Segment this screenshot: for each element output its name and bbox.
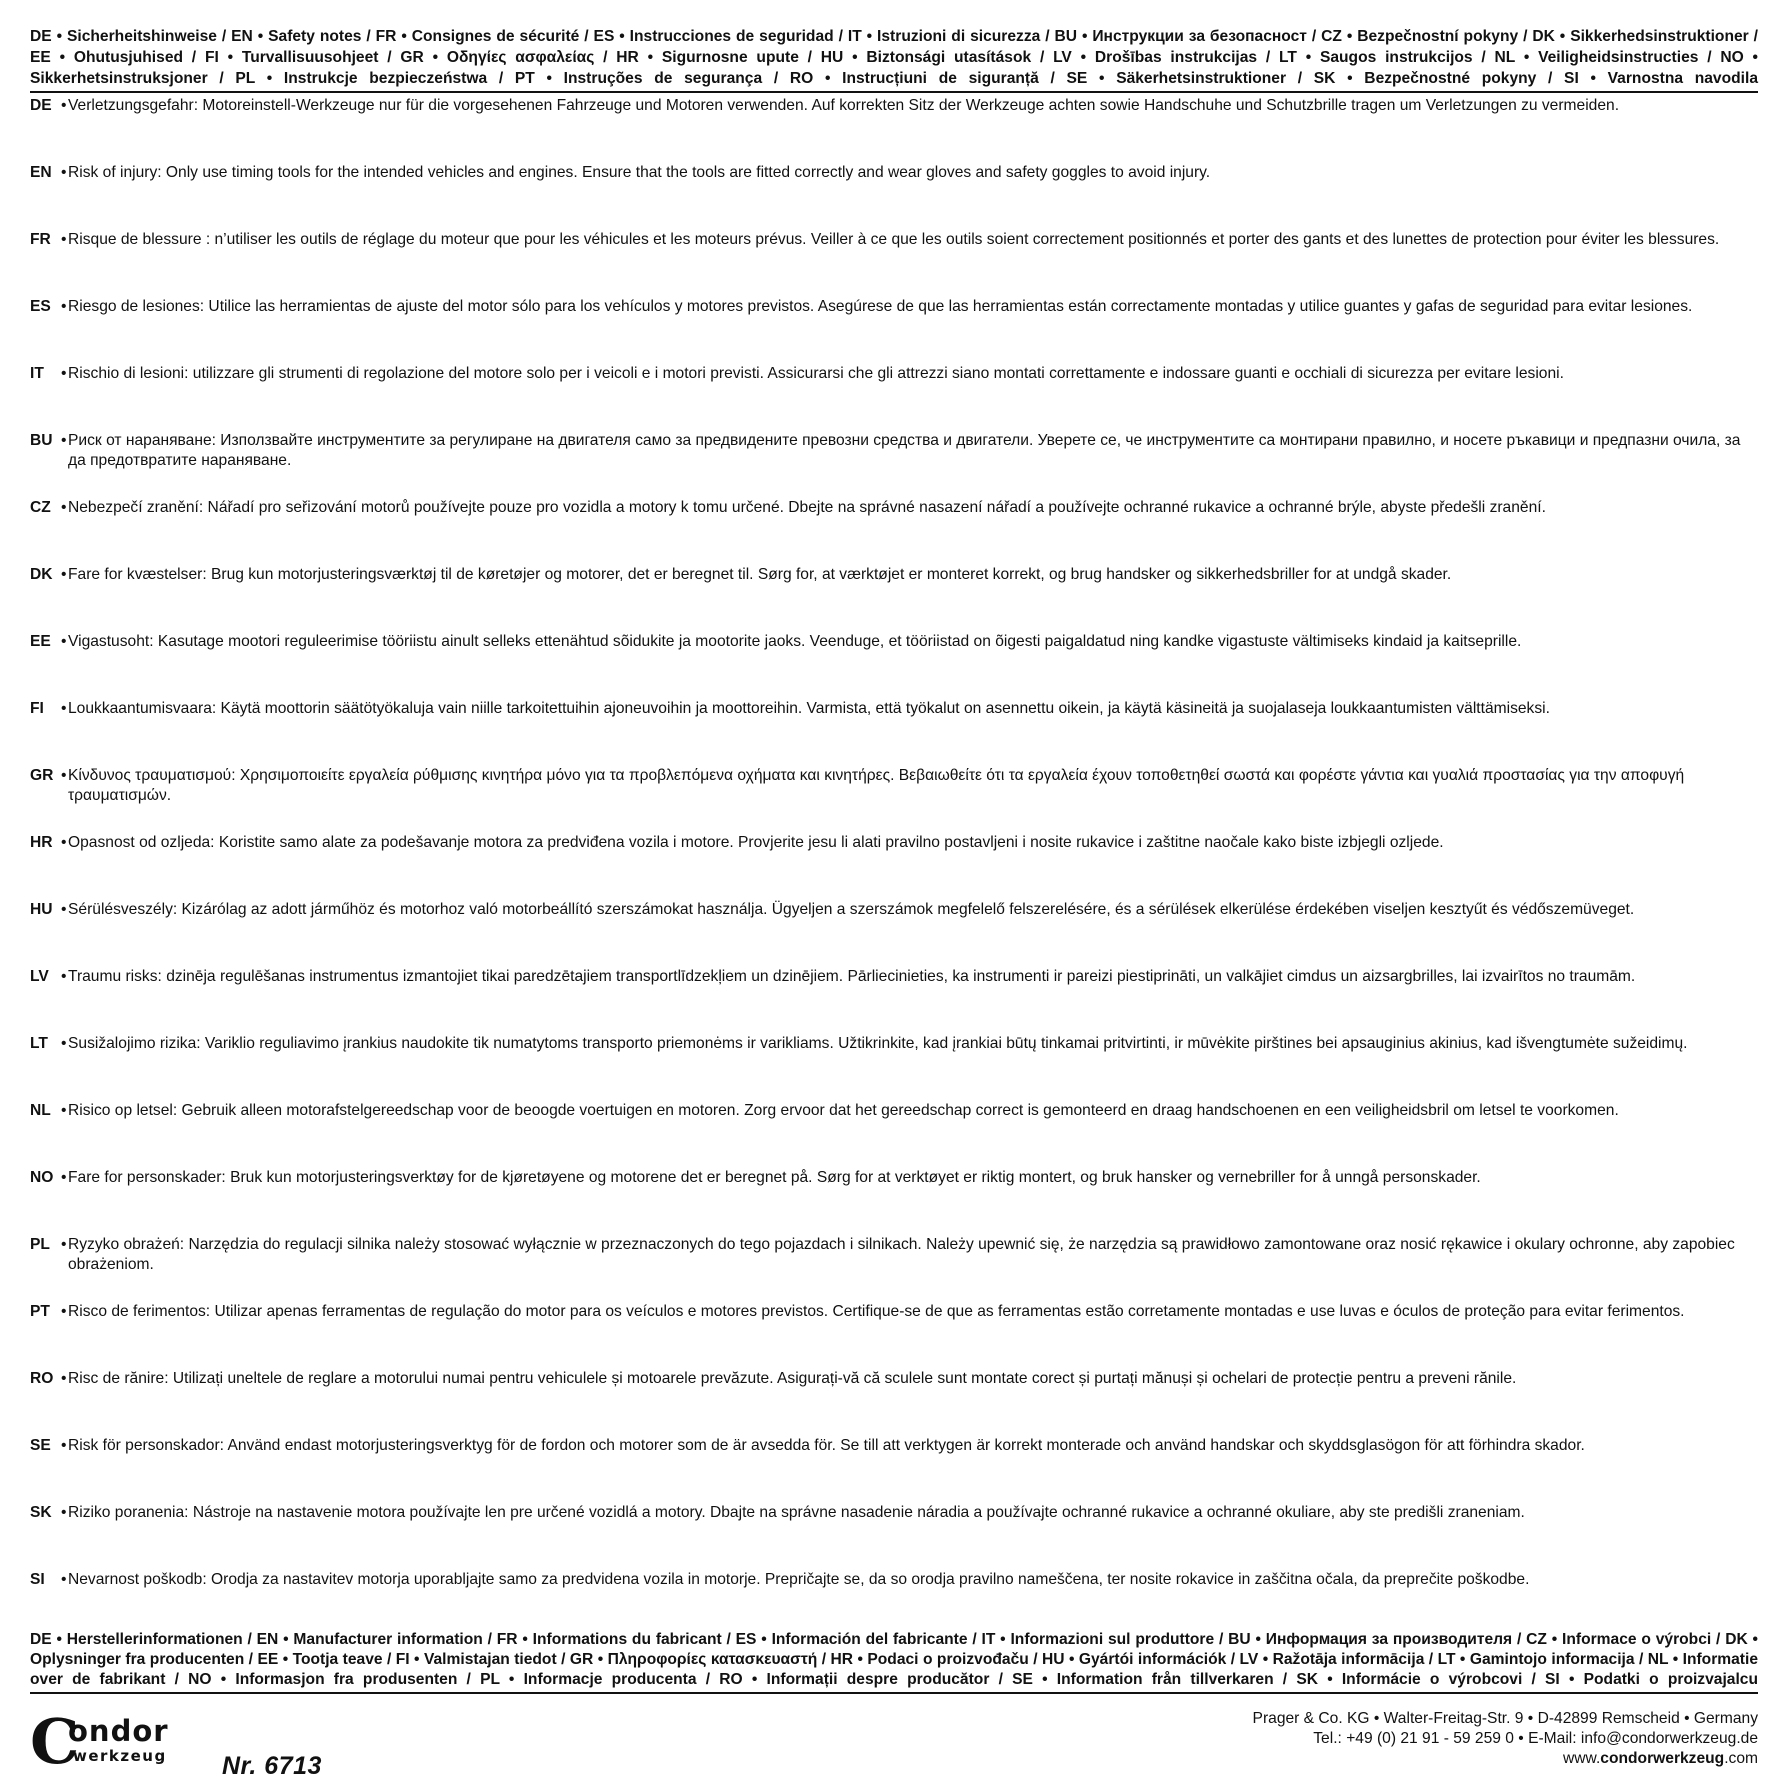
entry-pl [30, 1235, 1758, 1275]
manufacturer-address [1253, 1709, 1758, 1769]
entry-text: Riesgo de lesiones: Utilice las herramientas de ajuste del motor sólo para los vehículos y motores previstos. Asegúrese de que las herramientas están correctamente montadas y utilice guantes y gafas de seguridad para evitar lesiones. [68, 298, 1693, 315]
language-code: LT [30, 1035, 48, 1052]
entry-cz [30, 498, 1758, 518]
entry-text: Risc de rănire: Utilizați uneltele de reglare a motorului numai pentru vehiculele și motoarele prevăzute. Asigurați-vă că sculele sunt montate corect și purtați mănuși și ochelari de protecție pentru a preveni rănile. [68, 1370, 1517, 1387]
bullet: • [61, 1035, 67, 1052]
bullet: • [61, 432, 67, 449]
entry-text: Fare for personskader: Bruk kun motorjusteringsverktøy for de kjøretøyene og motorene det er beregnet på. Sørg for at verktøyet er riktig montert, og bruk hansker og vernebriller for å unngå personskader. [68, 1169, 1481, 1186]
entry-text: Nebezpečí zranění: Nářadí pro seřizování motorů používejte pouze pro vozidla a motory k tomu určené. Dbejte na správné nasazení nářadí a používejte ochranné rukavice a ochranné brýle, abyste předešli zranění. [68, 499, 1546, 516]
entry-nl [30, 1101, 1758, 1121]
language-code: CZ [30, 499, 51, 516]
bullet: • [61, 1571, 67, 1588]
bullet: • [61, 298, 67, 315]
entry-text: Risk för personskador: Använd endast motorjusteringsverktyg för de fordon och motorer som de är avsedda för. Se till att verktygen är korrekt monterade och använd handskar och skyddsglasögon för att förhindra skador. [68, 1437, 1585, 1454]
entry-si [30, 1570, 1758, 1590]
bullet: • [61, 901, 67, 918]
language-code: RO [30, 1370, 54, 1387]
language-code: FI [30, 700, 44, 717]
entry-text: Ryzyko obrażeń: Narzędzia do regulacji silnika należy stosować wyłącznie w przeznaczonych do tego pojazdach i silnikach. Należy upewnić się, że narzędzia są prawidłowo zamontowane oraz nosić rękawice i okulary ochronne, aby zapobiec obrażeniom. [68, 1236, 1735, 1273]
entry-text: Opasnost od ozljeda: Koristite samo alate za podešavanje motora za predviđena vozila i motore. Provjerite jesu li alati pravilno postavljeni i nosite rukavice i zaštitne naočale kako biste izbjegli ozljede. [68, 834, 1444, 851]
bullet: • [61, 1236, 67, 1253]
bullet: • [61, 97, 67, 114]
logo-initial: C [30, 1711, 80, 1771]
bullet: • [61, 1504, 67, 1521]
website-link[interactable] [1253, 1749, 1758, 1769]
entry-text: Riziko poranenia: Nástroje na nastavenie motora používajte len pre určené vozidlá a motory. Dbajte na správne nasadenie náradia a používajte ochranné rukavice a ochranné okuliare, aby ste predišli zraneniam. [68, 1504, 1525, 1521]
entry-se [30, 1436, 1758, 1456]
safety-sheet [30, 26, 1758, 1780]
language-code: HU [30, 901, 53, 918]
language-code: SE [30, 1437, 51, 1454]
language-code: NL [30, 1102, 51, 1119]
bullet: • [61, 365, 67, 382]
bullet: • [61, 834, 67, 851]
bullet: • [61, 164, 67, 181]
entry-text: Risico op letsel: Gebruik alleen motorafstelgereedschap voor de beoogde voertuigen en motoren. Zorg ervoor dat het gereedschap correct is gemonteerd en draag handschoenen en een veiligheidsbril om letsel te voorkomen. [68, 1102, 1619, 1119]
entry-ro [30, 1369, 1758, 1389]
bullet: • [61, 1437, 67, 1454]
entry-no [30, 1168, 1758, 1188]
entry-text: Vigastusoht: Kasutage mootori reguleerimise tööriistu ainult selleks ettenähtud sõidukite ja mootorite jaoks. Veenduge, et tööriistad on õigesti paigaldatud ning kandke vigastuste vältimiseks kindaid ja kaitseprille. [68, 633, 1522, 650]
language-code: DE [30, 97, 52, 114]
entry-text: Susižalojimo rizika: Variklio reguliavimo įrankius naudokite tik numatytoms transporto priemonėms ir varikliams. Užtikrinkite, kad įrankiai būtų tinkamai pritvirtinti, ir mūvėkite pirštines bei apsauginius akinius, kad išvengtumėte sužeidimų. [68, 1035, 1688, 1052]
entry-text: Loukkaantumisvaara: Käytä moottorin säätötyökaluja vain niille tarkoitettuihin ajoneuvoihin ja moottoreihin. Varmista, että työkalut on asennettu oikein, ja käytä käsineitä ja suojalaseja loukkaantumisten välttämiseksi. [68, 700, 1550, 717]
address-line: Prager & Co. KG • Walter-Freitag-Str. 9 • D-42899 Remscheid • Germany [1252, 1710, 1758, 1727]
entry-fr [30, 230, 1758, 250]
language-code: PL [30, 1236, 50, 1253]
bullet: • [61, 968, 67, 985]
language-code: HR [30, 834, 53, 851]
entry-fi [30, 699, 1758, 719]
language-code: NO [30, 1169, 54, 1186]
entry-text: Risque de blessure : n’utiliser les outils de réglage du moteur que pour les véhicules et les moteurs prévus. Veiller à ce que les outils soient correctement positionnés et porter des gants et des lunettes de protection pour éviter les blessures. [68, 231, 1720, 248]
language-code: ES [30, 298, 51, 315]
logo-subtitle: werkzeug [73, 1747, 167, 1765]
bullet: • [61, 700, 67, 717]
safety-notes-heading: DE • Sicherheitshinweise / EN • Safety notes / FR • Consignes de sécurité / ES • Instrucciones de seguridad / IT • Istruzioni di sicurezza / BU • Инструкции за безопасност / CZ • Bezpečnostní pokyny / DK • Sikkerhedsinstruktioner / EE • Ohutusjuhised / FI • Turvallisuusohjeet / GR • Οδηγίες ασφαλείας / HR • Sigurnosne upute / HU • Biztonsági utasítások / LV • Drošības instrukcijas / LT • Saugos instrukcijos / NL • Veiligheidsinstructies / NO • Sikkerhetsinstruksjoner / PL • Instrukcje bezpieczeństwa / PT • Instruções de segurança / RO • Instrucțiuni de siguranță / SE • Säkerhetsinstruktioner / SK • Bezpečnostné pokyny / SI • Varnostna navodila [30, 26, 1758, 93]
entry-bu [30, 431, 1758, 471]
bullet: • [61, 499, 67, 516]
bullet: • [61, 566, 67, 583]
website-prefix: www. [1563, 1750, 1601, 1767]
condor-logo-mark [30, 1711, 200, 1771]
language-code: SI [30, 1571, 45, 1588]
entry-text: Risk of injury: Only use timing tools for the intended vehicles and engines. Ensure that the tools are fitted correctly and wear gloves and safety goggles to avoid injury. [68, 164, 1211, 181]
entry-text: Risco de ferimentos: Utilizar apenas ferramentas de regulação do motor para os veículos e motores previstos. Certifique-se de que as ferramentas estão corretamente montadas e use luvas e óculos de proteção para evitar ferimentos. [68, 1303, 1685, 1320]
entry-text: Κίνδυνος τραυματισμού: Χρησιμοποιείτε εργαλεία ρύθμισης κινητήρα μόνο για τα προβλεπόμενα οχήματα και κινητήρες. Βεβαιωθείτε ότι τα εργαλεία έχουν τοποθετηθεί σωστά και φορέστε γάντια και γυαλιά προστασίας για την αποφυγή τραυματισμών. [68, 767, 1685, 804]
website-suffix: .com [1724, 1750, 1758, 1767]
entry-es [30, 297, 1758, 317]
entry-sk [30, 1503, 1758, 1523]
entry-text: Verletzungsgefahr: Motoreinstell-Werkzeuge nur für die vorgesehenen Fahrzeuge und Motoren verwenden. Auf korrekten Sitz der Werkzeuge achten sowie Handschuhe und Schutzbrille tragen um Verletzungen zu vermeiden. [68, 97, 1620, 114]
entry-en [30, 163, 1758, 183]
language-code: BU [30, 432, 53, 449]
entry-gr [30, 766, 1758, 806]
language-code: GR [30, 767, 54, 784]
entry-lv [30, 967, 1758, 987]
bullet: • [61, 767, 67, 784]
part-number: Nr. 6713 [222, 1752, 322, 1780]
bullet: • [61, 1303, 67, 1320]
entry-ee [30, 632, 1758, 652]
language-code: FR [30, 231, 51, 248]
bullet: • [61, 1169, 67, 1186]
language-code: PT [30, 1303, 50, 1320]
bullet: • [61, 633, 67, 650]
language-code: DK [30, 566, 53, 583]
entry-it [30, 364, 1758, 384]
website-domain: condorwerkzeug [1600, 1750, 1725, 1767]
language-code: LV [30, 968, 49, 985]
entry-pt [30, 1302, 1758, 1322]
entry-dk [30, 565, 1758, 585]
contact-line: Tel.: +49 (0) 21 91 - 59 259 0 • E-Mail: info@condorwerkzeug.de [1313, 1730, 1758, 1747]
condor-logo [30, 1711, 200, 1771]
entry-text: Nevarnost poškodb: Orodja za nastavitev motorja uporabljajte samo za predvidena vozila in motorje. Prepričajte se, da so orodja pravilno nameščena, ter nosite rokavice in zaščitna očala, da preprečite poškodbe. [68, 1571, 1530, 1588]
entry-text: Fare for kvæstelser: Brug kun motorjusteringsværktøj til de køretøjer og motorer, det er beregnet til. Sørg for, at værktøjet er monteret korrekt, og brug handsker og sikkerhedsbriller for at undgå skader. [68, 566, 1452, 583]
entry-text: Traumu risks: dzinēja regulēšanas instrumentus izmantojiet tikai paredzētajiem transportlīdzekļiem un dzinējiem. Pārliecinieties, ka instrumenti ir pareizi piestiprināti, un valkājiet cimdus un aizsargbrilles, lai izvairītos no traumām. [68, 968, 1636, 985]
manufacturer-info-heading: DE • Herstellerinformationen / EN • Manufacturer information / FR • Informations du fabricant / ES • Información del fabricante / IT • Informazioni sul produttore / BU • Информация за производителя / CZ • Informace o výrobci / DK • Oplysninger fra producenten / EE • Tootja teave / FI • Valmistajan tiedot / GR • Πληροφορίες κατασκευαστή / HR • Podaci o proizvođaču / HU • Gyártói információk / LV • Ražotāja informācija / LT • Gamintojo informacija / NL • Informatie over de fabrikant / NO • Informasjon fra produsenten / PL • Informacje producenta / RO • Informații despre producător / SE • Information från tillverkaren / SK • Informácie o výrobcovi / SI • Podatki o proizvajalcu [30, 1630, 1758, 1694]
entry-text: Риск от нараняване: Използвайте инструментите за регулиране на двигателя само за предвидените превозни средства и двигатели. Уверете се, че инструментите са монтирани правилно, и носете ръкавици и предпазни очила, за да предотвратите нараняване. [68, 432, 1741, 469]
language-code: SK [30, 1504, 52, 1521]
entry-text: Rischio di lesioni: utilizzare gli strumenti di regolazione del motore solo per i veicoli e i motori previsti. Assicurarsi che gli attrezzi siano montati correttamente e indossare guanti e occhiali di sicurezza per evitare lesioni. [68, 365, 1564, 382]
entry-hr [30, 833, 1758, 853]
bullet: • [61, 1102, 67, 1119]
language-code: EE [30, 633, 51, 650]
bullet: • [61, 231, 67, 248]
entry-hu [30, 900, 1758, 920]
entry-lt [30, 1034, 1758, 1054]
bullet: • [61, 1370, 67, 1387]
entry-de [30, 96, 1758, 116]
logo-wordmark: ondor [68, 1714, 169, 1748]
language-code: IT [30, 365, 44, 382]
language-code: EN [30, 164, 52, 181]
entry-text: Sérülésveszély: Kizárólag az adott járműhöz és motorhoz való motorbeállító szerszámokat használja. Ügyeljen a szerszámok megfelelő felszerelésére, és a sérülések elkerülése érdekében viseljen kesztyűt és védőszemüveget. [68, 901, 1635, 918]
